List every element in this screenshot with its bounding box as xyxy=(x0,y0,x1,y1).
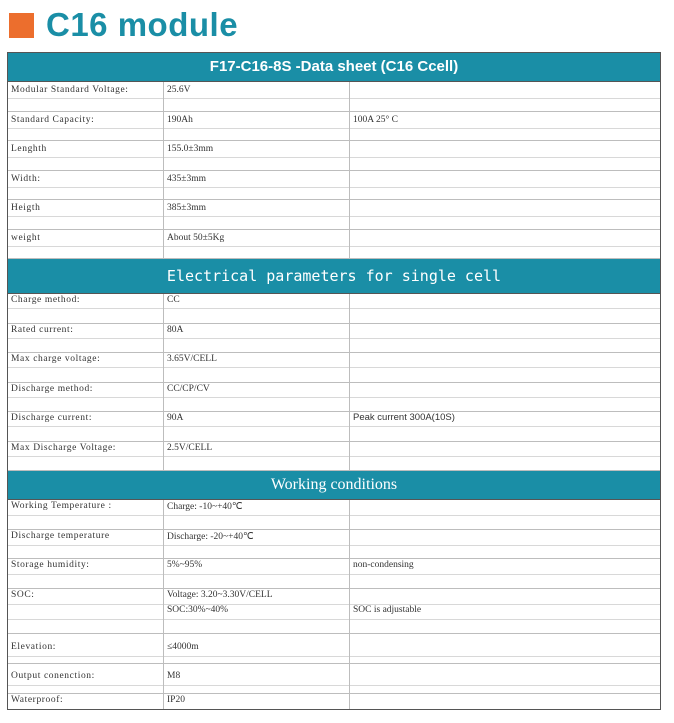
table-row xyxy=(8,383,660,412)
row-value: CC/CP/CV xyxy=(164,383,350,411)
table-row xyxy=(8,141,660,171)
row-value: Voltage: 3.20~3.30V/CELL SOC:30%~40% xyxy=(164,589,350,633)
table-row xyxy=(8,500,660,530)
row-value: ≤4000m xyxy=(164,634,350,663)
table-row xyxy=(8,230,660,259)
row-label: Charge method: xyxy=(8,294,164,323)
table-row xyxy=(8,664,660,694)
row-note xyxy=(350,294,660,323)
row-value: 385±3mm xyxy=(164,200,350,229)
row-note xyxy=(350,82,660,111)
row-label: Storage humidity: xyxy=(8,559,164,588)
data-sheet-table xyxy=(7,52,661,710)
row-value: CC xyxy=(164,294,350,323)
row-label: Heigth xyxy=(8,200,164,229)
row-value: About 50±5Kg xyxy=(164,230,350,258)
row-note: Peak current 300A(10S) xyxy=(350,412,660,441)
table-row xyxy=(8,324,660,353)
table-row xyxy=(8,171,660,200)
row-note xyxy=(350,230,660,258)
row-label: Rated current: xyxy=(8,324,164,352)
row-label: Waterproof: xyxy=(8,694,164,709)
row-note xyxy=(350,141,660,170)
row-value: 155.0±3mm xyxy=(164,141,350,170)
table-row xyxy=(8,589,660,634)
row-note xyxy=(350,664,660,693)
row-note: SOC is adjustable xyxy=(350,589,660,633)
row-note xyxy=(350,634,660,663)
working-section-header: Working conditions xyxy=(8,471,660,500)
row-label: Standard Capacity: xyxy=(8,112,164,140)
table-row xyxy=(8,112,660,141)
row-label: SOC: xyxy=(8,589,164,633)
row-note: 100A 25° C xyxy=(350,112,660,140)
row-note xyxy=(350,383,660,411)
row-value: Charge: -10~+40℃ xyxy=(164,500,350,529)
electrical-section-header: Electrical parameters for single cell xyxy=(8,259,660,294)
row-note xyxy=(350,500,660,529)
row-label: Discharge method: xyxy=(8,383,164,411)
row-note xyxy=(350,694,660,709)
row-label: Output conenction: xyxy=(8,664,164,693)
row-value: 25.6V xyxy=(164,82,350,111)
table-row xyxy=(8,294,660,324)
row-value: 435±3mm xyxy=(164,171,350,199)
row-value: 5%~95% xyxy=(164,559,350,588)
row-label: Max charge voltage: xyxy=(8,353,164,382)
row-note xyxy=(350,324,660,352)
title-text: C16 module xyxy=(46,6,239,43)
orange-square-icon xyxy=(9,13,34,38)
table-row xyxy=(8,82,660,112)
row-value: Discharge: -20~+40℃ xyxy=(164,530,350,558)
row-note xyxy=(350,171,660,199)
row-label: Max Discharge Voltage: xyxy=(8,442,164,470)
row-value: IP20 xyxy=(164,694,350,709)
table-row xyxy=(8,530,660,559)
row-label: Discharge temperature xyxy=(8,530,164,558)
row-note xyxy=(350,530,660,558)
row-label: Discharge current: xyxy=(8,412,164,441)
row-note xyxy=(350,200,660,229)
table-row xyxy=(8,200,660,230)
sheet-header: F17-C16-8S -Data sheet (C16 Ccell) xyxy=(8,53,660,82)
table-row xyxy=(8,412,660,442)
row-value: 80A xyxy=(164,324,350,352)
row-value: 3.65V/CELL xyxy=(164,353,350,382)
row-label: Lenghth xyxy=(8,141,164,170)
table-row xyxy=(8,559,660,589)
row-value: M8 xyxy=(164,664,350,693)
page-title xyxy=(9,6,238,44)
row-value: 190Ah xyxy=(164,112,350,140)
row-label: weight xyxy=(8,230,164,258)
row-note xyxy=(350,442,660,470)
table-row xyxy=(8,353,660,383)
row-label: Modular Standard Voltage: xyxy=(8,82,164,111)
table-row xyxy=(8,634,660,664)
row-label: Elevation: xyxy=(8,634,164,663)
row-label: Width: xyxy=(8,171,164,199)
row-note xyxy=(350,353,660,382)
table-row xyxy=(8,694,660,709)
row-note: non-condensing xyxy=(350,559,660,588)
row-value: 90A xyxy=(164,412,350,441)
row-value: 2.5V/CELL xyxy=(164,442,350,470)
table-row xyxy=(8,442,660,471)
row-label: Working Temperature : xyxy=(8,500,164,529)
